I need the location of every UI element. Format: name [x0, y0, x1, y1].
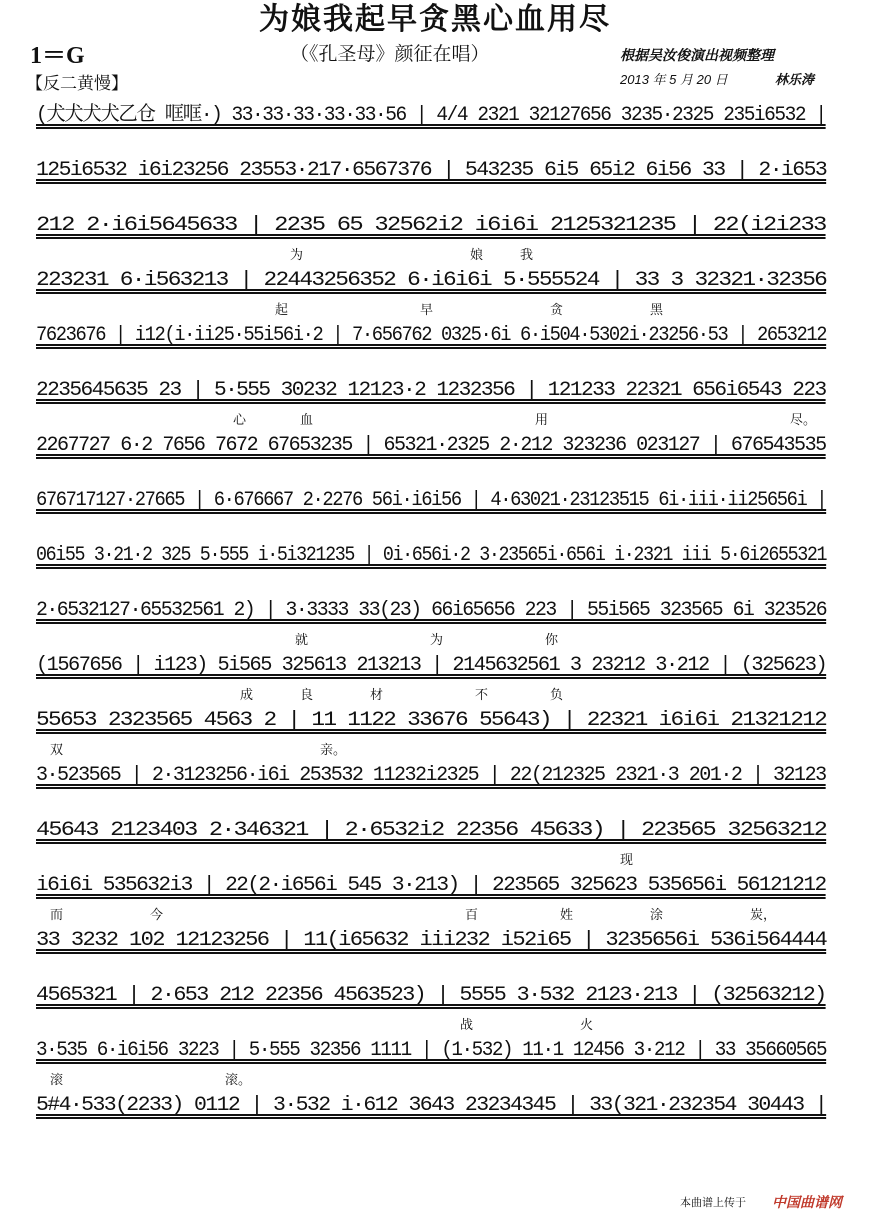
notation-row: 33 3232 102 12123256 | 11(i65632 iii232 i52i65 | 3235656i 536i564444: [36, 929, 827, 952]
lyric-char: 材: [370, 688, 384, 703]
lyric-char: 今: [150, 908, 164, 923]
lyric-char: 百: [465, 908, 479, 923]
notation-row: 2267727 6·2 7656 7672 67653235 | 65321·2325 2·212 323236 023127 | 676543535: [36, 434, 826, 457]
lyric-char: 战: [460, 1018, 474, 1033]
lyric-char: 起: [275, 303, 289, 318]
lyric-char: 现: [620, 853, 634, 868]
lyric-char: 成: [240, 688, 254, 703]
notation-row: 212 2·i6i5645633 | 2235 65 32562i2 i6i6i 2125321235 | 22(i2i233: [36, 214, 826, 237]
lyric-char: 为: [290, 248, 304, 263]
notation-row: 2235645635 23 | 5·555 30232 12123·2 1232356 | 121233 22321 656i6543 223: [36, 379, 826, 402]
lyric-char: 用: [535, 413, 549, 428]
song-title: 为娘我起早贪黑心血用尽: [259, 2, 611, 37]
lyric-char: 你: [545, 633, 559, 648]
notation-row: 45643 2123403 2·346321 | 2·6532i2 22356 45633) | 223565 32563212: [36, 819, 827, 842]
notation-row: 5#4·533(2233) 0112 | 3·532 i·612 3643 23234345 | 33(321·232354 30443 |: [36, 1094, 827, 1117]
source-note: 根据吴汝俊演出视频整理: [620, 47, 774, 63]
song-subtitle: （《孔圣母》颜征在唱）: [290, 43, 490, 65]
lyric-char: 涂: [650, 908, 664, 923]
date: 2013 年 5 月 20 日: [620, 72, 728, 87]
lyric-char: 不: [475, 688, 489, 703]
notation-row: 4565321 | 2·653 212 22356 4563523) | 5555 3·532 2123·213 | (32563212): [36, 984, 826, 1007]
notation-row: 676717127·27665 | 6·676667 2·2276 56i·i6i56 | 4·63021·23123515 6i·iii·ii25656i |: [36, 489, 827, 512]
lyric-char: 炭，: [750, 908, 777, 923]
notation-row: 7623676 | i12(i·ii25·55i56i·2 | 7·656762 0325·6i 6·i504·5302i·23256·53 | 2653212: [36, 324, 827, 347]
lyric-char: 姓: [560, 908, 574, 923]
notation-row: i6i6i 535632i3 | 22(2·i656i 545 3·213) | 223565 325623 535656i 56121212: [36, 874, 826, 897]
notation-row: 2·6532127·65532561 2) | 3·3333 33(23) 66i65656 223 | 55i565 323565 6i 323526: [36, 599, 827, 622]
notation-row: (犬犬犬犬乙仓 哐哐·) 33·33·33·33·33·56 | 4/4 2321 32127656 3235·2325 235i6532 |: [36, 104, 826, 127]
key-signature: 1＝G: [30, 43, 85, 69]
lyric-char: 为: [430, 633, 444, 648]
lyric-char: 滚: [50, 1073, 64, 1088]
lyric-char: 双: [50, 743, 64, 758]
lyric-char: 娘: [470, 248, 484, 263]
lyric-char: 亲。: [320, 743, 347, 758]
lyric-char: 就: [295, 633, 309, 648]
notation-row: 55653 2323565 4563 2 | 11 1122 33676 55643) | 22321 i6i6i 21321212: [36, 709, 827, 732]
lyric-char: 而: [50, 908, 64, 923]
lyric-char: 良: [300, 688, 314, 703]
lyric-char: 负: [550, 688, 564, 703]
lyric-char: 心: [233, 413, 247, 428]
lyric-char: 黑: [650, 303, 664, 318]
lyric-char: 尽。: [790, 413, 817, 428]
lyric-char: 我: [520, 248, 534, 263]
mode-label: 【反二黄慢】: [26, 74, 128, 94]
arranger: 林乐涛: [775, 72, 815, 87]
lyric-char: 贪: [550, 303, 564, 318]
notation-row: 125i6532 i6i23256 23553·217·6567376 | 543235 6i5 65i2 6i56 33 | 2·i653: [36, 159, 827, 182]
notation-row: 3·535 6·i6i56 3223 | 5·555 32356 1111 | (1·532) 11·1 12456 3·212 | 33 35660565: [36, 1039, 827, 1062]
footer-text: 本曲谱上传于: [680, 1197, 746, 1209]
notation-row: 223231 6·i563213 | 22443256352 6·i6i6i 5·555524 | 33 3 32321·32356: [36, 269, 827, 292]
site-logo: 中国曲谱网: [772, 1194, 842, 1210]
lyric-char: 血: [300, 413, 314, 428]
notation-row: 06i55 3·21·2 325 5·555 i·5i321235 | 0i·656i·2 3·23565i·656i i·2321 iii 5·6i2655321: [36, 544, 827, 567]
lyric-char: 滚。: [225, 1073, 252, 1088]
lyric-char: 火: [580, 1018, 594, 1033]
notation-row: 3·523565 | 2·3123256·i6i 253532 11232i2325 | 22(212325 2321·3 201·2 | 32123: [36, 764, 826, 787]
lyric-char: 早: [420, 303, 434, 318]
notation-row: (1567656 | i123) 5i565 325613 213213 | 2145632561 3 23212 3·212 | (325623): [36, 654, 827, 677]
